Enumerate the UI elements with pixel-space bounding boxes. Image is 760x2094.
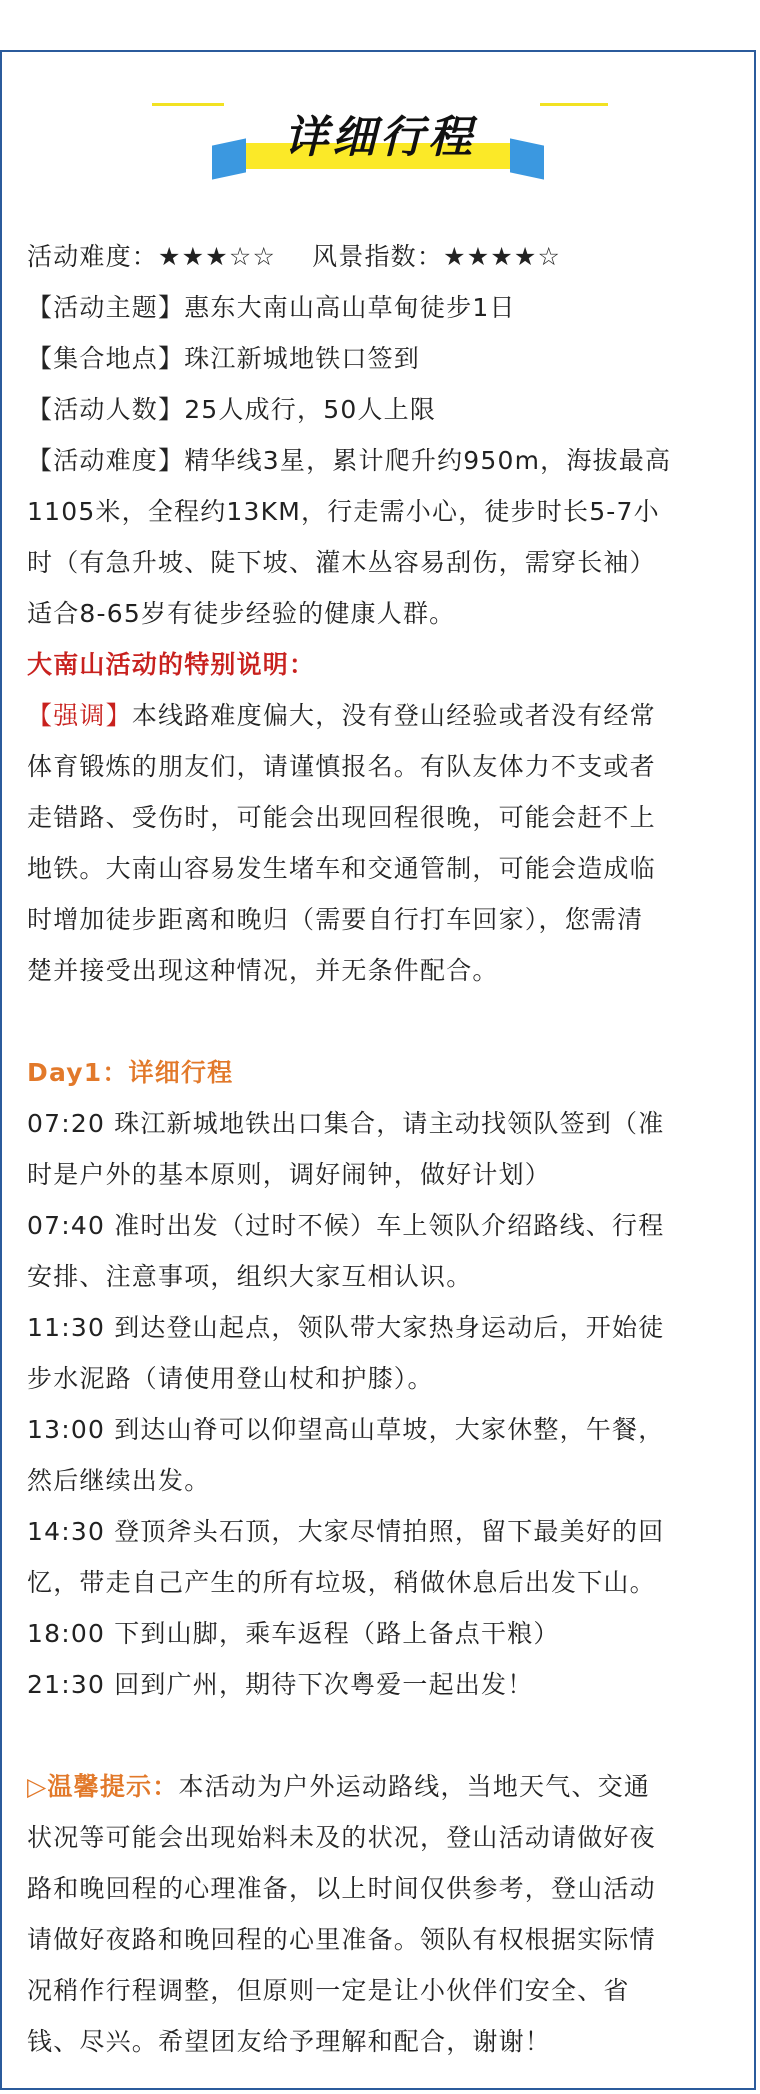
schedule-line: 步水泥路（请使用登山杖和护膝）。: [27, 1364, 434, 1393]
difficulty-line: 时（有急升坡、陡下坡、灌木丛容易刮伤，需穿长袖）: [27, 548, 656, 577]
schedule-line: 13:00 到达山脊可以仰望高山草坡，大家休整，午餐，: [27, 1415, 665, 1444]
special-notes-heading: 大南山活动的特别说明：: [27, 650, 316, 679]
info-theme: 【活动主题】惠东大南山高山草甸徒步1日: [27, 293, 516, 322]
special-notes-text: 本线路难度偏大，没有登山经验或者没有经常: [131, 701, 656, 730]
difficulty-line: 适合8-65岁有徒步经验的健康人群。: [27, 599, 456, 628]
schedule-line: 时是户外的基本原则，调好闹钟，做好计划）: [27, 1160, 552, 1189]
special-notes-line: 地铁。大南山容易发生堵车和交通管制，可能会造成临: [27, 854, 656, 883]
page-title: 详细行程: [284, 112, 476, 163]
special-notes-line: 走错路、受伤时，可能会出现回程很晚，可能会赶不上: [27, 803, 656, 832]
schedule-line: 18:00 下到山脚，乘车返程（路上备点干粮）: [27, 1619, 560, 1648]
special-notes-line: [27, 690, 737, 741]
ratings-row: [27, 231, 737, 282]
tips-label: ▷温馨提示：: [27, 1772, 179, 1801]
info-meeting-point: 【集合地点】珠江新城地铁口签到: [27, 344, 421, 373]
schedule-line: 07:20 珠江新城地铁出口集合，请主动找领队签到（准: [27, 1109, 665, 1138]
special-notes-line: 楚并接受出现这种情况，并无条件配合。: [27, 956, 499, 985]
tips-line: 路和晚回程的心理准备，以上时间仅供参考，登山活动: [27, 1874, 656, 1903]
day1-heading: Day1：详细行程: [27, 1058, 234, 1087]
difficulty-line: 1105米，全程约13KM，行走需小心，徒步时长5-7小: [27, 497, 660, 526]
special-notes-line: 体育锻炼的朋友们，请谨慎报名。有队友体力不支或者: [27, 752, 656, 781]
schedule-line: 然后继续出发。: [27, 1466, 211, 1495]
schedule-line: 11:30 到达登山起点，领队带大家热身运动后，开始徒: [27, 1313, 665, 1342]
scenery-label: 风景指数：: [312, 242, 444, 271]
special-notes-line: 时增加徒步距离和晚归（需要自行打车回家），您需清: [27, 905, 644, 934]
difficulty-label: 活动难度：: [27, 242, 159, 271]
tips-line: 钱、尽兴。希望团友给予理解和配合，谢谢！: [27, 2027, 552, 2056]
schedule-line: 忆，带走自己产生的所有垃圾，稍做休息后出发下山。: [27, 1568, 656, 1597]
scenery-stars: ★★★★☆: [443, 242, 562, 271]
schedule-line: 14:30 登顶斧头石顶，大家尽情拍照，留下最美好的回: [27, 1517, 665, 1546]
schedule-line: 21:30 回到广州，期待下次粤爱一起出发！: [27, 1670, 534, 1699]
emphasis-tag: 【强调】: [27, 701, 132, 730]
title-rule-left: [152, 103, 224, 106]
itinerary-content: [27, 231, 737, 2067]
schedule-line: 安排、注意事项，组织大家互相认识。: [27, 1262, 473, 1291]
tips-line: 状况等可能会出现始料未及的状况，登山活动请做好夜: [27, 1823, 656, 1852]
tips-line: 请做好夜路和晚回程的心里准备。领队有权根据实际情: [27, 1925, 656, 1954]
tips-line: [27, 1761, 737, 1812]
info-group-size: 【活动人数】25人成行，50人上限: [27, 395, 437, 424]
tips-line: 况稍作行程调整，但原则一定是让小伙伴们安全、省: [27, 1976, 630, 2005]
difficulty-stars: ★★★☆☆: [158, 242, 277, 271]
difficulty-line: 【活动难度】精华线3星，累计爬升约950m，海拔最高: [27, 446, 672, 475]
schedule-line: 07:40 准时出发（过时不候）车上领队介绍路线、行程: [27, 1211, 665, 1240]
tips-text: 本活动为户外运动路线，当地天气、交通: [178, 1772, 651, 1801]
title-rule-right: [540, 103, 608, 106]
